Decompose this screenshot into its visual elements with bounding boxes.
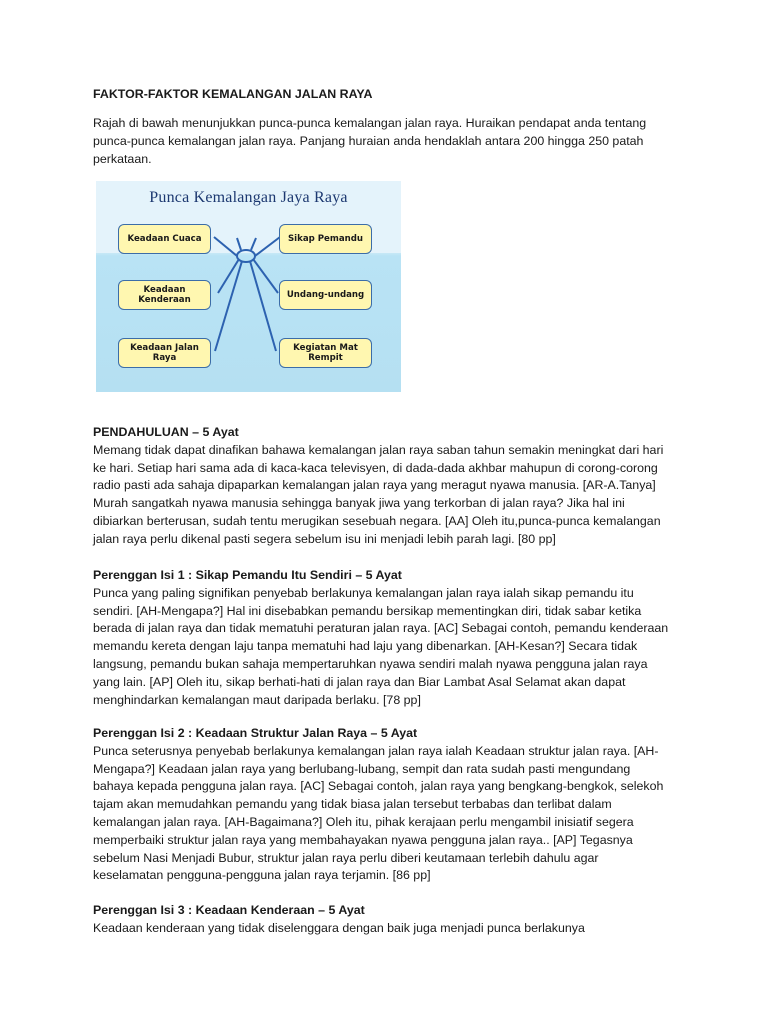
section-body: Memang tidak dapat dinafikan bahawa kemalangan jalan raya saban tahun semakin meningkat dari hari ke hari. Setiap hari sama ada di kaca-kaca televisyen, di dada-dada akhbar mahupun di corong-corong radio pasti ada sahaja dipaparkan kemalangan jalan raya yang meragut nyawa manusia. [AR-A.Tanya] Murah sangatkah nyawa manusia sehingga banyak jiwa yang terkorban di jalan raya? Jika hal ini dibiarkan berterusan, sudah tentu merugikan sesebuah negara. [AA] Oleh itu,punca-punca kemalangan jalan raya perlu dikenal pasti segera sebelum isu ini menjadi lebih parah lagi. [80 pp] [93,442,664,546]
section-heading: Perenggan Isi 2 : Keadaan Struktur Jalan Raya – 5 Ayat [93,726,418,740]
box-undang-undang: Undang-undang [279,280,372,310]
section-body: Punca seterusnya penyebab berlakunya kemalangan jalan raya ialah Keadaan struktur jalan raya. [AH-Mengapa?] Keadaan jalan raya yang berlubang-lubang, sempit dan rata sudah pasti mengundang bahaya kepada pengguna jalan raya. [AC] Sebagai contoh, jalan raya yang bengkang-bengkok, selekoh tajam akan memudahkan pemandu yang tidak biasa jalan tersebut terbabas dan terlibat dalam kemalangan jalan raya. [AH-Bagaimana?] Oleh itu, pihak kerajaan perlu mengambil inisiatif segera memperbaiki struktur jalan raya yang membahayakan nyawa pengguna jalan raya.. [AP] Tegasnya sebelum Nasi Menjadi Bubur, struktur jalan raya perlu diberi keutamaan terlebih dahulu agar keselamatan pengguna-pengguna jalan raya terjamin. [86 pp] [93,743,664,883]
section-heading: Perenggan Isi 1 : Sikap Pemandu Itu Sendiri – 5 Ayat [93,568,402,582]
box-keadaan-kenderaan: Keadaan Kenderaan [118,280,211,310]
section-body: Keadaan kenderaan yang tidak diselenggara dengan baik juga menjadi punca berlakunya [93,920,585,935]
diagram-title: Punca Kemalangan Jaya Raya [149,189,348,206]
intro-paragraph: Rajah di bawah menunjukkan punca-punca kemalangan jalan raya. Huraikan pendapat anda tentang punca-punca kemalangan jalan raya. Panjang huraian anda hendaklah antara 200 hingga 250 patah perkataan. [93,116,647,166]
section-isi-1 [93,567,671,709]
section-pendahuluan [93,424,671,549]
box-sikap-pemandu: Sikap Pemandu [279,224,372,254]
box-keadaan-cuaca: Keadaan Cuaca [118,224,211,254]
document-title: FAKTOR-FAKTOR KEMALANGAN JALAN RAYA [93,87,373,101]
section-heading: PENDAHULUAN – 5 Ayat [93,425,239,439]
section-body: Punca yang paling signifikan penyebab berlakunya kemalangan jalan raya ialah sikap pemandu itu sendiri. [AH-Mengapa?] Hal ini disebabkan pemandu bersikap mementingkan diri, tidak sabar ketika berada di jalan raya dan tidak mematuhi peraturan jalan raya. [AC] Sebagai contoh, pemandu kenderaan memandu kereta dengan laju tanpa mematuhi had laju yang dibenarkan. [AH-Kesan?] Secara tidak langsung, pemandu bukan sahaja mempertaruhkan nyawa sendiri malah nyawa pengguna jalan raya yang lain. [AP] Oleh itu, sikap berhati-hati di jalan raya dan Biar Lambat Asal Selamat akan dapat menghindarkan kemalangan maut daripada berlaku. [78 pp] [93,585,669,707]
section-isi-2 [93,725,671,885]
causes-diagram [96,181,401,392]
section-heading: Perenggan Isi 3 : Keadaan Kenderaan – 5 Ayat [93,903,365,917]
box-keadaan-jalan-raya: Keadaan Jalan Raya [118,338,211,368]
box-kegiatan-mat-rempit: Kegiatan Mat Rempit [279,338,372,368]
section-isi-3 [93,902,671,938]
